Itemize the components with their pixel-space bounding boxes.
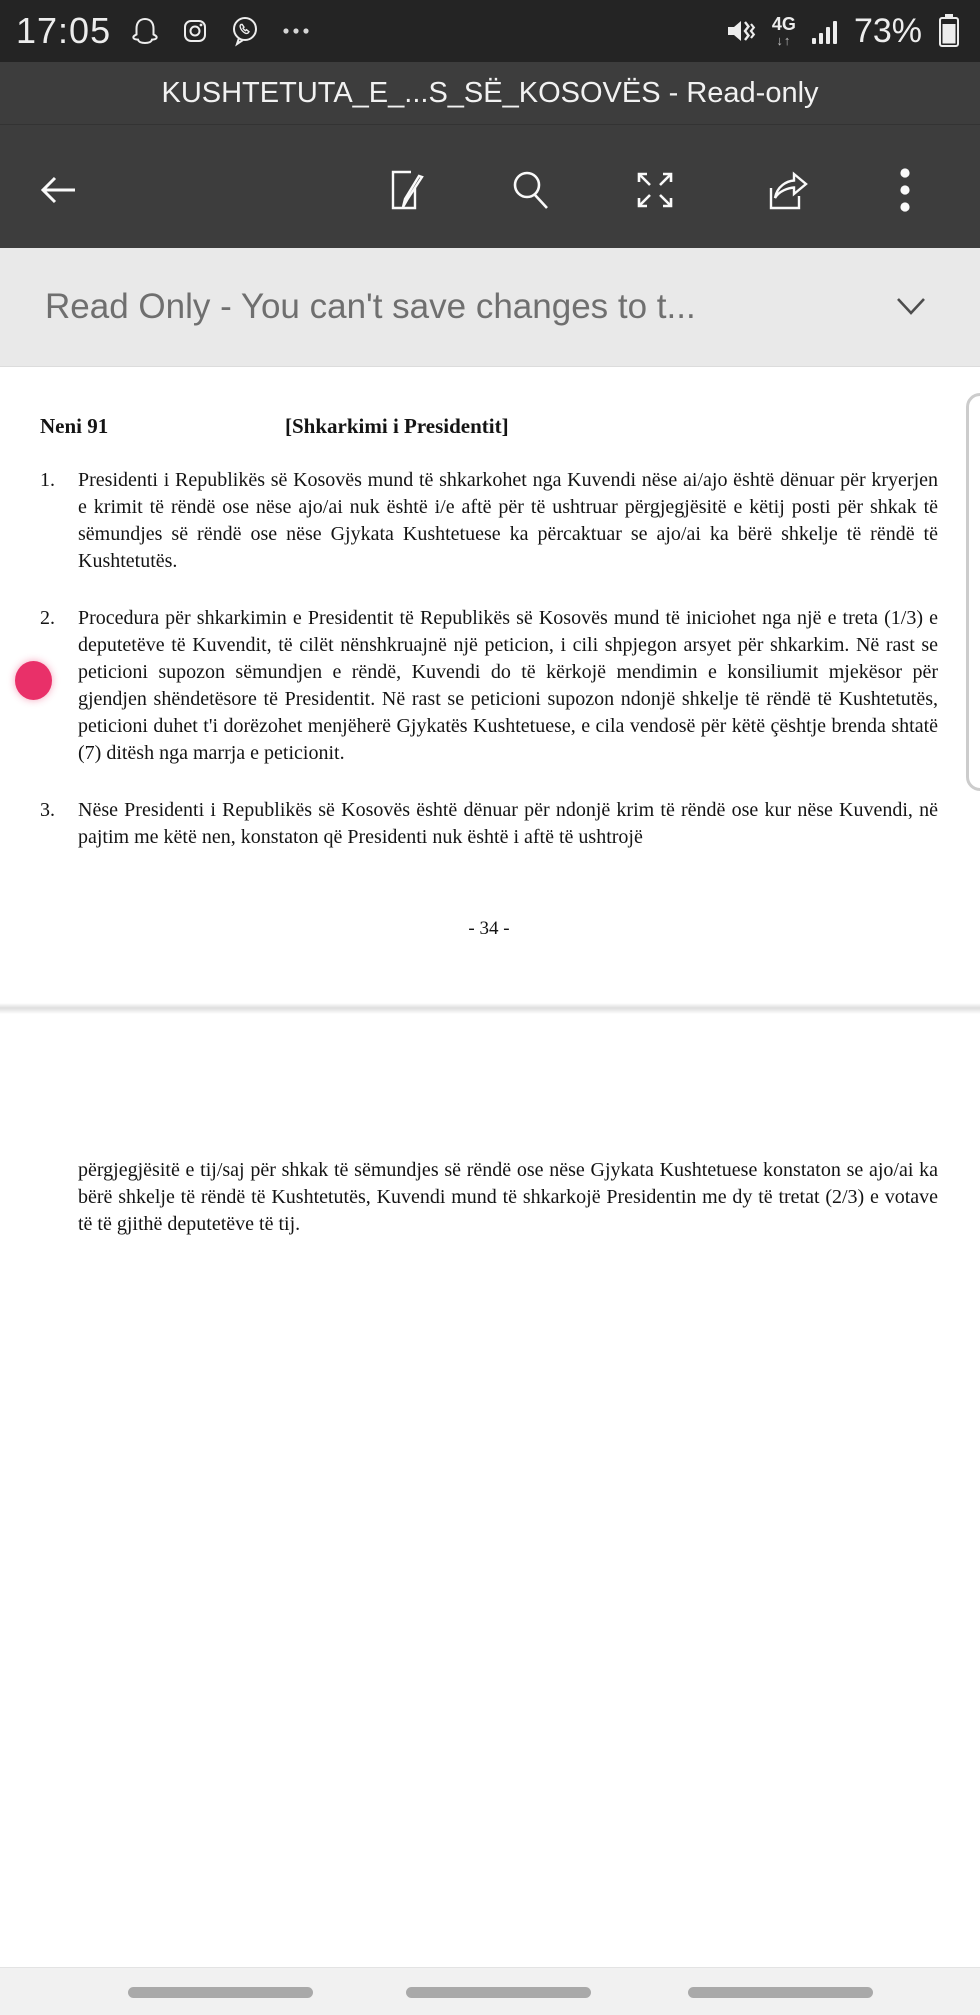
list-item bbox=[40, 467, 938, 575]
list-item bbox=[40, 797, 938, 851]
edit-document-icon bbox=[381, 166, 429, 214]
chevron-down-icon[interactable] bbox=[894, 296, 928, 318]
clock: 17:05 bbox=[16, 10, 112, 51]
snapchat-icon bbox=[129, 15, 161, 47]
battery-icon bbox=[934, 11, 964, 51]
list-item-number: 2. bbox=[40, 607, 55, 629]
document-page-35 bbox=[0, 1014, 980, 1238]
list-item bbox=[40, 605, 938, 767]
mute-vibrate-icon bbox=[724, 13, 760, 49]
android-navigation-bar bbox=[0, 1967, 980, 2015]
signal-strength-icon bbox=[808, 14, 842, 48]
network-indicator bbox=[772, 15, 796, 47]
back-button[interactable] bbox=[28, 163, 88, 217]
share-icon bbox=[761, 166, 809, 214]
status-bar bbox=[0, 0, 980, 62]
read-only-banner[interactable] bbox=[0, 248, 980, 367]
app-toolbar bbox=[0, 125, 980, 248]
overflow-menu-icon bbox=[898, 165, 912, 215]
more-notifications-icon bbox=[279, 15, 313, 47]
list-item-text: Procedura për shkarkimin e Presidentit të Republikës së Kosovës mund të iniciohet nga një e treta (1/3) e deputetëve të Kuvendit, të cilët nënshkruajnë një peticion, i cili shpjegon arsyet për shkarkim. Në rast se peticioni supozon sëmundjen e rëndë, Kuvendi do të kërkojë mendimin e konsiliumit mjekësor për gjendjen shëndetësore të Presidentit. Në rast se peticioni supozon ndonjë shkelje të rëndë të Kushtetutës, peticioni duhet t'i dorëzohet menjëherë Gjykatës Kushtetuese, e cila vendosë për këtë çështje brenda shtatë (7) ditësh nga marrja e peticionit. bbox=[78, 607, 938, 764]
document-title: KUSHTETUTA_E_...S_SË_KOSOVËS - Read-only bbox=[161, 76, 819, 109]
document-page-34 bbox=[0, 368, 980, 1014]
viber-icon bbox=[229, 15, 261, 47]
read-only-message: Read Only - You can't save changes to t... bbox=[45, 287, 696, 326]
status-bar-right bbox=[724, 11, 964, 51]
list-item-number: 3. bbox=[40, 799, 55, 821]
fullscreen-icon bbox=[631, 166, 679, 214]
page-break-divider bbox=[0, 1003, 980, 1014]
search-button[interactable] bbox=[500, 163, 560, 217]
overflow-menu-button[interactable] bbox=[875, 163, 935, 217]
annotation-dot[interactable] bbox=[15, 661, 52, 700]
list-item-text: Presidenti i Republikës së Kosovës mund të shkarkohet nga Kuvendi nëse ai/ajo është dënuar për kryerjen e krimit të rëndë ose nëse ajo/ai nuk është i/e aftë për të ushtruar përgjegjësitë e këtij posti për shkak të sëmundjes së rëndë ose nëse Gjykata Kushtetuese ka përcaktuar se ajo/ai ka bërë shkelje të rëndë të Kushtetutës. bbox=[78, 469, 938, 572]
status-bar-left bbox=[16, 10, 313, 52]
nav-back-button[interactable] bbox=[688, 1987, 873, 1998]
document-view[interactable] bbox=[0, 368, 980, 1968]
list-item-number: 1. bbox=[40, 469, 55, 491]
fullscreen-button[interactable] bbox=[625, 163, 685, 217]
network-arrows: ↓↑ bbox=[776, 33, 792, 48]
back-arrow-icon bbox=[33, 166, 83, 214]
scrollbar-thumb[interactable] bbox=[966, 393, 980, 791]
network-type-label: 4G bbox=[771, 14, 796, 34]
paragraph-continuation: përgjegjësitë e tij/saj për shkak të sëmundjes së rëndë ose nëse Gjykata Kushtetuese konstaton se ajo/ai ka bërë shkelje të rëndë të Kushtetutës, Kuvendi mund të shkarkojë Presidentin me dy të tretat (2/3) e votave të të gjithë deputetëve të tij. bbox=[78, 1159, 938, 1235]
home-button[interactable] bbox=[406, 1987, 591, 1998]
battery-percent-label: 73% bbox=[853, 11, 922, 50]
document-title-bar bbox=[0, 62, 980, 125]
search-icon bbox=[506, 166, 554, 214]
edit-button[interactable] bbox=[375, 163, 435, 217]
article-heading bbox=[40, 413, 938, 440]
list-item-text: Nëse Presidenti i Republikës së Kosovës është dënuar për ndonjë krim të rëndë ose kur nëse Kuvendi, në pajtim me këtë nen, konstaton që Presidenti nuk është i aftë të ushtrojë bbox=[78, 799, 938, 848]
share-button[interactable] bbox=[755, 163, 815, 217]
article-title: [Shkarkimi i Presidentit] bbox=[285, 414, 509, 438]
instagram-icon bbox=[179, 15, 211, 47]
recents-button[interactable] bbox=[128, 1987, 313, 1998]
page-number: - 34 - bbox=[468, 918, 510, 939]
article-number: Neni 91 bbox=[40, 414, 109, 438]
